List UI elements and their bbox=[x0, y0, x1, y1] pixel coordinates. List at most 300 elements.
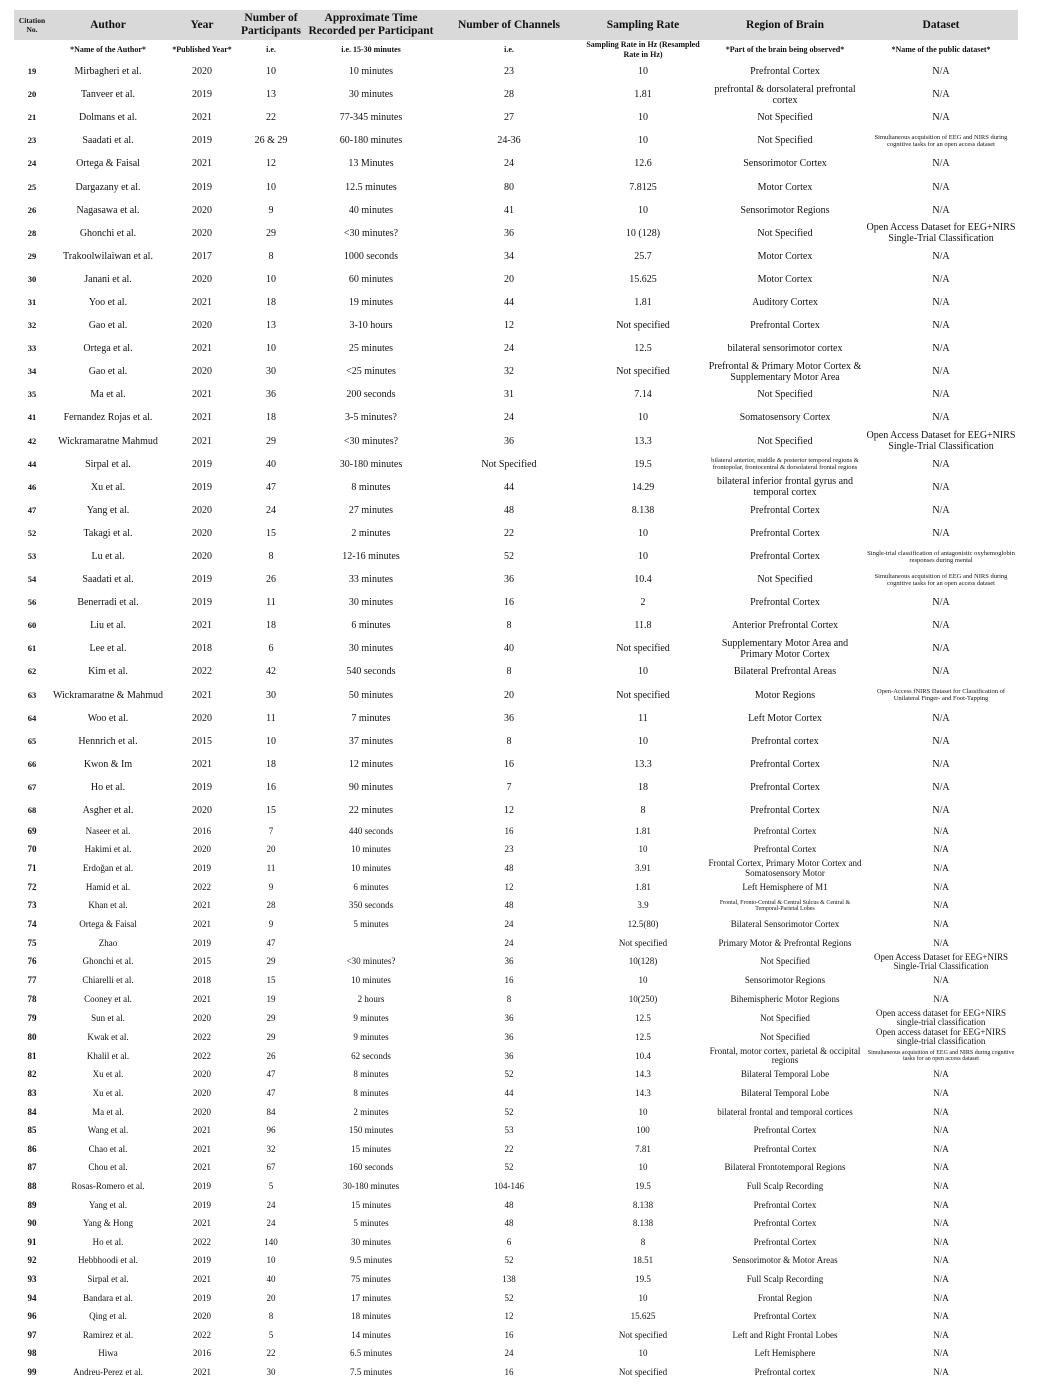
cell-dataset: Simultaneous acquisition of EEG and NIRS during cognitive tasks for an open access dataset bbox=[867, 1049, 1015, 1063]
cell-dataset: N/A bbox=[933, 975, 949, 986]
cell-author: Tanveer et al. bbox=[81, 89, 135, 101]
cell-author: Ortega & Faisal bbox=[79, 919, 137, 930]
cell-citation: 23 bbox=[27, 135, 37, 146]
cell-time: 7.5 minutes bbox=[350, 1366, 392, 1377]
table-row bbox=[14, 660, 1018, 683]
table-row bbox=[14, 199, 1018, 222]
cell-participants: 5 bbox=[268, 1180, 274, 1191]
cell-region: prefrontal & dorsolateral prefrontal cortex bbox=[714, 83, 856, 106]
cell-time: 40 minutes bbox=[348, 204, 394, 216]
subheader-region: *Part of the brain being observed* bbox=[725, 45, 845, 54]
cell-citation: 88 bbox=[27, 1180, 37, 1191]
cell-time: 160 seconds bbox=[348, 1162, 394, 1173]
cell-author: Chao et al. bbox=[88, 1143, 128, 1154]
table-row bbox=[14, 934, 1018, 953]
cell-year: 2019 bbox=[193, 863, 211, 874]
cell-participants: 10 bbox=[266, 343, 276, 355]
cell-sampling: 14.29 bbox=[631, 481, 655, 493]
cell-year: 2020 bbox=[193, 1106, 211, 1117]
cell-sampling: 11 bbox=[638, 712, 648, 724]
cell-author: Lee et al. bbox=[89, 643, 127, 655]
cell-year: 2021 bbox=[192, 343, 212, 355]
cell-dataset: N/A bbox=[933, 1087, 949, 1098]
cell-region: Sensorimotor & Motor Areas bbox=[732, 1255, 838, 1266]
cell-author: Sirpal et al. bbox=[85, 458, 131, 470]
cell-participants: 30 bbox=[266, 689, 276, 701]
cell-dataset: Open Access Dataset for EEG+NIRS Single-Trial Classification bbox=[873, 952, 1009, 972]
cell-dataset: N/A bbox=[932, 504, 950, 516]
cell-dataset: N/A bbox=[933, 1069, 949, 1080]
cell-participants: 26 bbox=[266, 1050, 276, 1061]
cell-region: Prefrontal Cortex bbox=[750, 758, 820, 770]
cell-participants: 18 bbox=[266, 758, 276, 770]
cell-participants: 29 bbox=[266, 1012, 276, 1023]
cell-author: Chou et al. bbox=[88, 1162, 128, 1173]
cell-region: Motor Regions bbox=[754, 689, 816, 701]
cell-author: Dolmans et al. bbox=[78, 112, 138, 124]
cell-participants: 29 bbox=[266, 1031, 276, 1042]
cell-region: Not Specified bbox=[760, 1012, 810, 1023]
cell-dataset: N/A bbox=[932, 320, 950, 332]
cell-citation: 41 bbox=[27, 412, 37, 423]
cell-channels: 12 bbox=[504, 1311, 514, 1322]
cell-region: Bilateral Frontotemporal Regions bbox=[724, 1162, 846, 1173]
cell-author: Wang et al. bbox=[87, 1125, 129, 1136]
cell-dataset: N/A bbox=[932, 204, 950, 216]
cell-sampling: 10.4 bbox=[635, 1050, 651, 1061]
cell-dataset: N/A bbox=[932, 412, 950, 424]
cell-channels: Not Specified bbox=[481, 458, 537, 470]
cell-region: Bilateral Temporal Lobe bbox=[740, 1069, 830, 1080]
cell-participants: 96 bbox=[266, 1125, 276, 1136]
cell-author: Bandara et al. bbox=[83, 1292, 133, 1303]
cell-sampling: 10 bbox=[638, 551, 648, 563]
cell-region: Frontal, Fronto-Central & Central Sulcus & Central & Temporal-Parietal Lobes bbox=[719, 899, 851, 913]
cell-region: Sensorimotor Cortex bbox=[743, 158, 827, 170]
cell-author: Sirpal et al. bbox=[87, 1273, 129, 1284]
cell-time: 30-180 minutes bbox=[342, 1180, 400, 1191]
cell-region: Anterior Prefrontal Cortex bbox=[731, 620, 839, 632]
cell-citation: 75 bbox=[27, 937, 37, 948]
table-row bbox=[14, 222, 1018, 245]
cell-dataset: N/A bbox=[932, 805, 950, 817]
cell-citation: 79 bbox=[27, 1012, 37, 1023]
cell-dataset: N/A bbox=[933, 1273, 949, 1284]
cell-year: 2019 bbox=[192, 597, 212, 609]
cell-region: Sensorimotor Regions bbox=[740, 204, 830, 216]
cell-participants: 47 bbox=[266, 937, 276, 948]
cell-region: Somatosensory Cortex bbox=[739, 412, 831, 424]
subheader-row bbox=[14, 40, 1018, 60]
cell-region: Frontal Region bbox=[757, 1292, 813, 1303]
cell-author: Saadati et al. bbox=[82, 135, 134, 147]
cell-time: 30-180 minutes bbox=[339, 458, 403, 470]
cell-dataset: N/A bbox=[933, 919, 949, 930]
cell-year: 2018 bbox=[192, 643, 212, 655]
cell-time: 150 minutes bbox=[348, 1125, 394, 1136]
cell-author: Trakoolwilaiwan et al. bbox=[63, 250, 153, 262]
cell-dataset: N/A bbox=[932, 458, 950, 470]
cell-channels: 44 bbox=[504, 1087, 514, 1098]
cell-sampling: 18.51 bbox=[632, 1255, 654, 1266]
cell-author: Yoo et al. bbox=[88, 296, 128, 308]
cell-author: Ma et al. bbox=[92, 1106, 124, 1117]
cell-year: 2022 bbox=[193, 1050, 211, 1061]
cell-region: Prefrontal cortex bbox=[754, 1366, 816, 1377]
cell-dataset: Open access dataset for EEG+NIRS single-trial classification bbox=[875, 1027, 1007, 1047]
cell-region: Prefrontal Cortex bbox=[753, 1218, 817, 1229]
cell-sampling: 2 bbox=[640, 597, 646, 609]
cell-year: 2021 bbox=[192, 389, 212, 401]
table-row bbox=[14, 1084, 1018, 1103]
subheader-participants: i.e. bbox=[266, 45, 276, 54]
cell-citation: 84 bbox=[27, 1106, 37, 1117]
cell-time: 5 minutes bbox=[353, 919, 389, 930]
cell-dataset: N/A bbox=[932, 89, 950, 101]
cell-time: 2 minutes bbox=[351, 527, 391, 539]
cell-citation: 30 bbox=[27, 273, 37, 284]
cell-channels: 48 bbox=[504, 1218, 514, 1229]
cell-author: Hiwa bbox=[98, 1348, 118, 1359]
cell-region: Not Specified bbox=[757, 135, 813, 147]
cell-year: 2019 bbox=[192, 481, 212, 493]
cell-participants: 7 bbox=[268, 825, 274, 836]
cell-time: <30 minutes? bbox=[343, 435, 399, 447]
cell-citation: 97 bbox=[27, 1329, 37, 1340]
subheader-sampling: Sampling Rate in Hz (Resampled Rate in Hz) bbox=[586, 40, 700, 59]
table-page bbox=[14, 10, 1018, 1382]
cell-channels: 12 bbox=[504, 805, 514, 817]
cell-year: 2019 bbox=[192, 89, 212, 101]
cell-author: Janani et al. bbox=[84, 273, 132, 285]
cell-time: 33 minutes bbox=[348, 574, 394, 586]
cell-dataset: N/A bbox=[933, 937, 949, 948]
cell-region: Bilateral Sensorimotor Cortex bbox=[730, 919, 840, 930]
table-row bbox=[14, 337, 1018, 360]
cell-year: 2019 bbox=[192, 781, 212, 793]
cell-citation: 85 bbox=[27, 1125, 37, 1136]
table-row bbox=[14, 897, 1018, 916]
cell-channels: 8 bbox=[506, 666, 512, 678]
table-row bbox=[14, 152, 1018, 175]
table-row bbox=[14, 990, 1018, 1009]
cell-time: <30 minutes? bbox=[343, 227, 399, 239]
cell-time: 8 minutes bbox=[351, 481, 391, 493]
cell-dataset: N/A bbox=[932, 712, 950, 724]
cell-participants: 5 bbox=[268, 1329, 274, 1340]
cell-channels: 6 bbox=[506, 1236, 512, 1247]
cell-participants: 29 bbox=[266, 435, 276, 447]
cell-sampling: 3.91 bbox=[635, 863, 651, 874]
table-row bbox=[14, 1326, 1018, 1345]
cell-channels: 52 bbox=[504, 1292, 514, 1303]
cell-citation: 65 bbox=[27, 735, 37, 746]
table-row bbox=[14, 129, 1018, 152]
cell-time bbox=[304, 934, 438, 953]
cell-time: 10 minutes bbox=[351, 975, 391, 986]
cell-dataset: N/A bbox=[933, 900, 949, 911]
cell-dataset: N/A bbox=[933, 1311, 949, 1322]
cell-sampling: 10.4 bbox=[634, 574, 652, 586]
cell-channels: 138 bbox=[502, 1273, 516, 1284]
cell-citation: 86 bbox=[27, 1143, 37, 1154]
cell-citation: 54 bbox=[27, 574, 37, 585]
cell-region: Not Specified bbox=[760, 956, 810, 967]
cell-year: 2020 bbox=[192, 204, 212, 216]
cell-citation: 53 bbox=[27, 551, 37, 562]
cell-region: Frontal Cortex, Primary Motor Cortex and Somatosensory Motor bbox=[708, 859, 862, 878]
cell-dataset: N/A bbox=[933, 844, 949, 855]
cell-participants: 10 bbox=[266, 1255, 276, 1266]
cell-year: 2016 bbox=[193, 1348, 211, 1359]
cell-citation: 62 bbox=[27, 666, 37, 677]
cell-sampling: 25.7 bbox=[634, 250, 652, 262]
cell-citation: 90 bbox=[27, 1218, 37, 1229]
table-row bbox=[14, 915, 1018, 934]
cell-citation: 99 bbox=[27, 1366, 37, 1377]
cell-region: bilateral sensorimotor cortex bbox=[727, 343, 843, 355]
cell-dataset: Simultaneous acquisition of EEG and NIRS during cognitive tasks for an open access dataset bbox=[874, 133, 1008, 148]
cell-dataset: N/A bbox=[932, 781, 950, 793]
cell-channels: 48 bbox=[504, 504, 514, 516]
cell-region: Prefrontal & Primary Motor Cortex & Supplementary Motor Area bbox=[708, 360, 862, 383]
cell-citation: 26 bbox=[27, 204, 37, 215]
cell-sampling: 13.3 bbox=[634, 758, 652, 770]
cell-citation: 46 bbox=[27, 481, 37, 492]
cell-author: Ho et al. bbox=[92, 1236, 124, 1247]
cell-year: 2022 bbox=[193, 1031, 211, 1042]
cell-citation: 98 bbox=[27, 1348, 37, 1359]
cell-participants: 13 bbox=[266, 89, 276, 101]
cell-participants: 24 bbox=[266, 504, 276, 516]
cell-participants: 24 bbox=[266, 1199, 276, 1210]
cell-year: 2020 bbox=[192, 712, 212, 724]
cell-sampling: 10 bbox=[638, 844, 648, 855]
cell-region: Prefrontal Cortex bbox=[753, 1236, 817, 1247]
header-citation: Citation No. bbox=[14, 10, 50, 40]
cell-time: 30 minutes bbox=[348, 643, 394, 655]
table-row bbox=[14, 476, 1018, 499]
table-row bbox=[14, 568, 1018, 591]
cell-participants: 15 bbox=[266, 527, 276, 539]
cell-region: Prefrontal Cortex bbox=[753, 1125, 817, 1136]
cell-dataset: N/A bbox=[933, 1162, 949, 1173]
cell-time: 62 seconds bbox=[351, 1050, 391, 1061]
header-channels: Number of Channels bbox=[438, 10, 580, 40]
cell-dataset: N/A bbox=[932, 389, 950, 401]
cell-author: Ma et al. bbox=[90, 389, 126, 401]
cell-author: Yang et al. bbox=[88, 1199, 128, 1210]
subheader-channels: i.e. bbox=[504, 45, 514, 54]
table-row bbox=[14, 1196, 1018, 1215]
cell-sampling: Not specified bbox=[616, 366, 670, 378]
cell-year: 2020 bbox=[192, 504, 212, 516]
table-row bbox=[14, 453, 1018, 476]
cell-sampling: 7.81 bbox=[635, 1143, 651, 1154]
cell-sampling: 10 bbox=[638, 1106, 648, 1117]
cell-year: 2022 bbox=[193, 881, 211, 892]
cell-region: Prefrontal Cortex bbox=[750, 66, 820, 78]
cell-region: Not Specified bbox=[757, 227, 813, 239]
cell-author: Cooney et al. bbox=[84, 993, 132, 1004]
cell-year: 2019 bbox=[192, 181, 212, 193]
cell-region: Frontal, motor cortex, parietal & occipital regions bbox=[709, 1046, 861, 1066]
header-sampling: Sampling Rate bbox=[580, 10, 706, 40]
cell-dataset: Simultaneous acquisition of EEG and NIRS during cognitive tasks for an open access dataset bbox=[874, 572, 1008, 587]
cell-year: 2015 bbox=[193, 956, 211, 967]
cell-region: Prefrontal Cortex bbox=[753, 1311, 817, 1322]
cell-dataset: N/A bbox=[932, 250, 950, 262]
cell-sampling: 14.3 bbox=[635, 1069, 651, 1080]
cell-author: Naseer et al. bbox=[85, 825, 131, 836]
cell-sampling: Not specified bbox=[618, 937, 668, 948]
cell-region: Not Specified bbox=[757, 435, 813, 447]
cell-region: bilateral anterior, middle & posterior temporal regions & frontopolar, frontocentral & dorsolateral frontal regions bbox=[711, 457, 859, 472]
cell-time: 18 minutes bbox=[351, 1311, 391, 1322]
cell-sampling: 14.3 bbox=[635, 1087, 651, 1098]
table-row bbox=[14, 499, 1018, 522]
cell-dataset: N/A bbox=[933, 1366, 949, 1377]
cell-channels: 23 bbox=[504, 844, 514, 855]
cell-region: Prefrontal Cortex bbox=[750, 504, 820, 516]
cell-dataset: N/A bbox=[933, 1348, 949, 1359]
cell-channels: 24 bbox=[504, 412, 514, 424]
cell-sampling: 10 bbox=[638, 1348, 648, 1359]
cell-sampling: 1.81 bbox=[634, 89, 652, 101]
cell-citation: 89 bbox=[27, 1199, 37, 1210]
table-row bbox=[14, 430, 1018, 453]
cell-dataset: N/A bbox=[933, 1199, 949, 1210]
cell-author: Hennrich et al. bbox=[78, 735, 138, 747]
cell-citation: 64 bbox=[27, 712, 37, 723]
cell-sampling: 8.138 bbox=[631, 504, 655, 516]
cell-participants: 6 bbox=[268, 643, 274, 655]
cell-dataset: Open Access Dataset for EEG+NIRS Single-Trial Classification bbox=[866, 222, 1016, 245]
cell-participants: 15 bbox=[266, 805, 276, 817]
cell-author: Khalil et al. bbox=[86, 1050, 130, 1061]
cell-author: Woo et al. bbox=[87, 712, 129, 724]
table-row bbox=[14, 291, 1018, 314]
cell-dataset: Open access dataset for EEG+NIRS single-trial classification bbox=[875, 1008, 1007, 1028]
header-author: Author bbox=[50, 10, 166, 40]
cell-citation: 56 bbox=[27, 597, 37, 608]
cell-citation: 74 bbox=[27, 919, 37, 930]
cell-dataset: N/A bbox=[932, 66, 950, 78]
cell-participants: 40 bbox=[266, 458, 276, 470]
cell-time: 30 minutes bbox=[351, 1236, 391, 1247]
cell-region: Prefrontal Cortex bbox=[750, 597, 820, 609]
cell-participants: 29 bbox=[266, 956, 276, 967]
cell-channels: 36 bbox=[504, 574, 514, 586]
cell-time: 12-16 minutes bbox=[342, 551, 400, 563]
cell-sampling: Not specified bbox=[616, 320, 670, 332]
cell-time: 75 minutes bbox=[351, 1273, 391, 1284]
cell-time: 15 minutes bbox=[351, 1199, 391, 1210]
cell-author: Hakimi et al. bbox=[84, 844, 132, 855]
cell-participants: 18 bbox=[266, 296, 276, 308]
cell-author: Ho et al. bbox=[90, 781, 126, 793]
table-row bbox=[14, 799, 1018, 822]
table-row bbox=[14, 383, 1018, 406]
cell-channels: 48 bbox=[504, 863, 514, 874]
cell-sampling: 12.6 bbox=[634, 158, 652, 170]
cell-citation: 87 bbox=[27, 1162, 37, 1173]
cell-region: Not Specified bbox=[757, 389, 813, 401]
cell-time: 15 minutes bbox=[351, 1143, 391, 1154]
cell-time: 12.5 minutes bbox=[345, 181, 397, 193]
cell-channels: 80 bbox=[504, 181, 514, 193]
cell-citation: 44 bbox=[27, 458, 37, 469]
cell-year: 2021 bbox=[193, 1125, 211, 1136]
cell-author: Asgher et al. bbox=[82, 805, 134, 817]
cell-dataset: N/A bbox=[932, 296, 950, 308]
cell-region: Prefrontal Cortex bbox=[750, 805, 820, 817]
cell-region: Full Scalp Recording bbox=[746, 1180, 824, 1191]
cell-author: Xu et al. bbox=[92, 1087, 124, 1098]
cell-citation: 19 bbox=[27, 66, 37, 77]
dataset-table bbox=[14, 10, 1018, 1382]
cell-participants: 40 bbox=[266, 1273, 276, 1284]
cell-dataset: Single-trial classification of antagonistic oxyhemoglobin responses during mental bbox=[867, 549, 1015, 564]
cell-channels: 44 bbox=[504, 481, 514, 493]
table-row bbox=[14, 730, 1018, 753]
cell-channels: 16 bbox=[504, 975, 514, 986]
cell-author: Rosas-Romero et al. bbox=[71, 1180, 145, 1191]
cell-participants: 18 bbox=[266, 412, 276, 424]
cell-year: 2021 bbox=[192, 296, 212, 308]
cell-participants: 47 bbox=[266, 1087, 276, 1098]
cell-channels: 36 bbox=[504, 1012, 514, 1023]
cell-year: 2019 bbox=[192, 458, 212, 470]
cell-channels: 12 bbox=[504, 320, 514, 332]
cell-year: 2021 bbox=[193, 1218, 211, 1229]
cell-dataset: N/A bbox=[932, 735, 950, 747]
cell-year: 2021 bbox=[193, 1143, 211, 1154]
cell-dataset: Open-Access fNIRS Dataset for Classification of Unilateral Finger- and Foot-Tapping bbox=[877, 688, 1005, 703]
cell-year: 2019 bbox=[192, 574, 212, 586]
table-row bbox=[14, 1233, 1018, 1252]
cell-sampling: 10 (128) bbox=[625, 227, 661, 239]
cell-time: 6 minutes bbox=[351, 620, 391, 632]
cell-channels: 23 bbox=[504, 66, 514, 78]
table-row bbox=[14, 1252, 1018, 1271]
table-row bbox=[14, 707, 1018, 730]
cell-citation: 29 bbox=[27, 250, 37, 261]
cell-time: 8 minutes bbox=[353, 1069, 389, 1080]
cell-region: Not Specified bbox=[757, 112, 813, 124]
cell-citation: 80 bbox=[27, 1031, 37, 1042]
cell-channels: 16 bbox=[504, 825, 514, 836]
cell-year: 2021 bbox=[193, 919, 211, 930]
cell-participants: 22 bbox=[266, 112, 276, 124]
cell-citation: 71 bbox=[27, 863, 37, 874]
cell-time: 13 Minutes bbox=[348, 158, 394, 170]
cell-region: bilateral frontal and temporal cortices bbox=[717, 1106, 853, 1117]
cell-year: 2020 bbox=[192, 273, 212, 285]
cell-time: 10 minutes bbox=[351, 863, 391, 874]
table-row bbox=[14, 776, 1018, 799]
cell-year: 2020 bbox=[193, 1087, 211, 1098]
cell-participants: 18 bbox=[266, 620, 276, 632]
cell-sampling: 3.9 bbox=[637, 900, 649, 911]
cell-participants: 24 bbox=[266, 1218, 276, 1229]
table-row bbox=[14, 637, 1018, 660]
table-row bbox=[14, 314, 1018, 337]
cell-time: 14 minutes bbox=[351, 1329, 391, 1340]
cell-dataset: N/A bbox=[932, 181, 950, 193]
cell-dataset: N/A bbox=[932, 758, 950, 770]
cell-participants: 8 bbox=[268, 1311, 274, 1322]
